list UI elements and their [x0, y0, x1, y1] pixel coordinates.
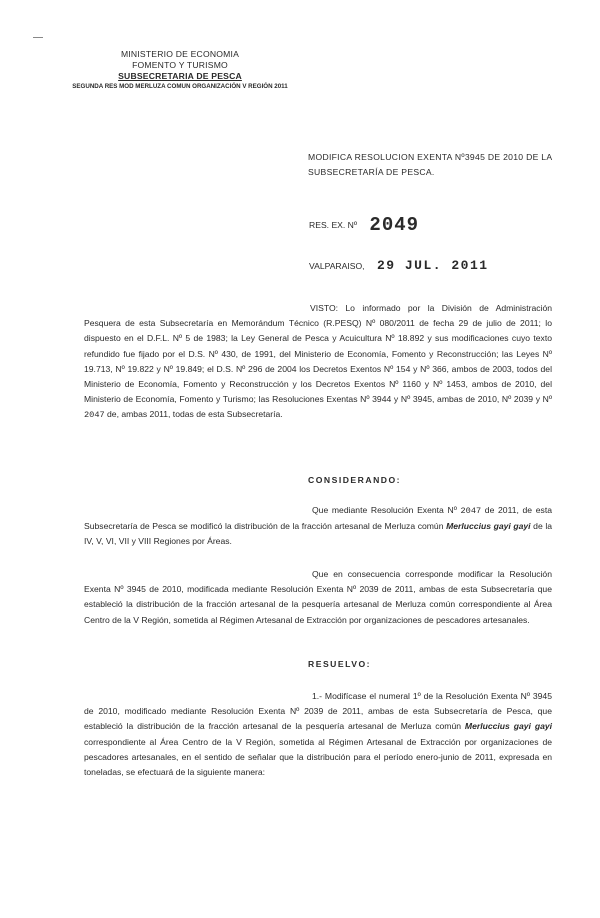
- city: VALPARAISO,: [309, 261, 365, 271]
- species-name: Merluccius gayi gayi: [446, 521, 531, 532]
- resolution-subject: MODIFICA RESOLUCION EXENTA Nº3945 DE 2010 DE LA SUBSECRETARÍA DE PESCA.: [308, 152, 552, 177]
- subsecretariat-name: SUBSECRETARIA DE PESCA: [118, 71, 242, 81]
- resuelvo-heading: RESUELVO:: [308, 659, 371, 669]
- visto-label: VISTO:: [310, 303, 339, 313]
- considerando-p1-b: de 2011, de esta Subsecretaría de Pesca se modificó la distribución de la fracción artesanal de Merluza común: [84, 505, 552, 532]
- considerando-paragraph-2: [84, 567, 552, 628]
- visto-text-a: Lo informado por la División de Administración Pesquera de esta Subsecretaría en Memorándum Técnico (R.PESQ) Nº 080/2011 de fecha 29 de julio de 2011; lo dispuesto en el D.F.L. Nº 5 de 1983; la Ley General de Pesca y Acuicultura Nº 18.892 y sus modificaciones cuyo texto refundido fue fijado por el D.S. Nº 430, de 1991, del Ministerio de Economía, Fomento y Reconstrucción; las Leyes Nº 19.713, Nº 19.822 y Nº 19.849; el D.S. Nº 296 de 2004 los Decretos Exentos Nº 154 y Nº 366, ambos de 2003, todos del Ministerio de Economía, Fomento y Reconstrucción y los Decretos Exentos Nº 1160 y Nº 1453, ambos de 2010, del Ministerio de Economía, Fomento y Turismo; las Resoluciones Exentas Nº 3944 y Nº 3945, ambas de 2010, Nº 2039 y Nº: [84, 303, 552, 405]
- ministry-name: MINISTERIO DE ECONOMIA: [120, 49, 240, 59]
- resolution-label: RES. EX. Nº: [309, 220, 358, 230]
- file-reference: SEGUNDA RES MOD MERLUZA COMUN ORGANIZACIÓN V REGIÓN 2011: [72, 83, 288, 90]
- place-date-line: [309, 258, 489, 273]
- species-name: Merluccius gayi gayi: [464, 721, 553, 732]
- resolution-date: 29 JUL. 2011: [376, 258, 489, 273]
- resolution-number-line: [309, 212, 419, 234]
- resuelvo-paragraph-1: [84, 689, 552, 780]
- resolution-number: 2049: [369, 214, 420, 236]
- considerando-p2: Que en consecuencia corresponde modificar la Resolución Exenta Nº 3945 de 2010, modificada mediante Resolución Exenta Nº 2039 de 2011, ambas de esta Subsecretaría que estableció la distribución de la fracción artesanal de la pesquería artesanal de Merluza común correspondiente al Área Centro de la V Región, sometida al Régimen Artesanal de Extracción por organizaciones de pescadores artesanales.: [84, 569, 552, 625]
- visto-paragraph: [84, 301, 552, 424]
- ministry-subtitle: FOMENTO Y TURISMO: [132, 60, 228, 70]
- considerando-hand-number: 2047: [460, 506, 482, 516]
- ministry-header: [60, 49, 300, 91]
- considerando-p1-a: Que mediante Resolución Exenta Nº: [312, 505, 457, 515]
- resuelvo-p1-b: correspondiente al Área Centro de la V Región, sometida al Régimen Artesanal de Extracción por organizaciones de pescadores artesanales, en el sentido de señalar que la distribución para el período enero-junio de 2011, expresada en toneladas, se efectuará de la siguiente manera:: [84, 736, 552, 778]
- scan-mark: [33, 37, 43, 38]
- visto-hand-number: 2047: [84, 410, 105, 421]
- resuelvo-p1-a: 1.- Modifícase el numeral 1º de la Resolución Exenta Nº 3945 de 2010, modificado mediante Resolución Exenta Nº 2039 de 2011, ambas de esta Subsecretaría de Pesca, que estableció la distribución de la fracción artesanal de la pesquería artesanal de Merluza común: [84, 691, 552, 732]
- considerando-heading: CONSIDERANDO:: [308, 475, 402, 485]
- considerando-paragraph-1: [84, 503, 552, 550]
- visto-text-b: de, ambas 2011, todas de esta Subsecretaría.: [107, 409, 283, 420]
- considerando-p1-c: de la IV, V, VI, VII y VIII Regiones por Áreas.: [84, 521, 553, 547]
